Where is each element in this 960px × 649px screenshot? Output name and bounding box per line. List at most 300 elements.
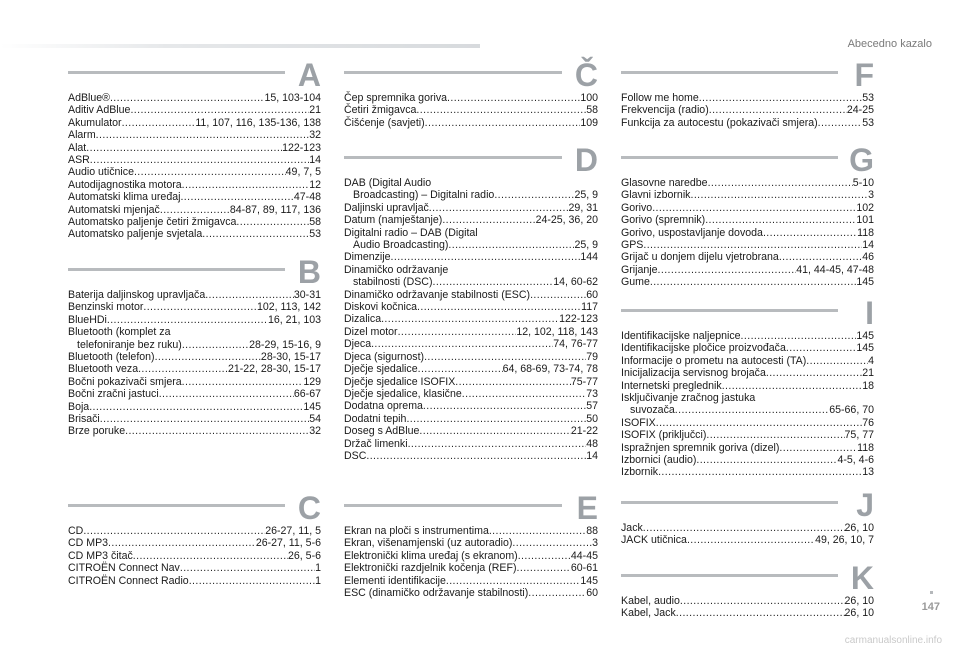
entry-term: Inicijalizacija servisnog brojača — [621, 367, 766, 380]
index-entry[interactable] — [344, 363, 598, 375]
index-entry[interactable] — [621, 202, 874, 214]
entry-pages: 14 — [309, 154, 321, 167]
index-entry[interactable] — [621, 92, 874, 104]
index-section-c — [68, 490, 321, 587]
index-entry[interactable] — [344, 376, 598, 388]
index-entry[interactable] — [68, 575, 321, 587]
section-header — [621, 57, 874, 93]
index-entry[interactable] — [621, 466, 874, 478]
index-entry[interactable] — [344, 388, 598, 400]
index-entry[interactable] — [344, 562, 598, 574]
entry-continuation-line — [344, 276, 598, 288]
index-entry[interactable] — [344, 202, 598, 214]
index-section-d — [344, 142, 598, 462]
index-entry[interactable] — [68, 301, 321, 313]
dot-leader — [675, 404, 829, 416]
index-entry[interactable] — [344, 450, 598, 462]
section-rule — [621, 71, 838, 74]
index-entry[interactable] — [621, 104, 874, 116]
index-entry[interactable] — [68, 179, 321, 191]
index-entry[interactable] — [344, 400, 598, 412]
dot-leader — [423, 400, 586, 412]
entry-pages: 118 — [857, 226, 874, 239]
section-rule — [621, 309, 838, 312]
dot-leader — [806, 355, 868, 367]
index-entry[interactable] — [344, 264, 598, 289]
entry-term: Dizalica — [344, 313, 382, 326]
entry-term-continuation: Audio Broadcasting) — [353, 239, 449, 252]
dot-leader — [643, 522, 845, 534]
section-letter: C — [297, 490, 321, 526]
index-entry[interactable] — [621, 442, 874, 454]
entry-pages: 122-123 — [559, 313, 598, 326]
entry-term: Automatski klima uređaj — [68, 191, 181, 204]
section-letter: G — [849, 142, 874, 178]
index-entry[interactable] — [621, 214, 874, 226]
dot-leader — [419, 425, 571, 437]
dot-leader — [455, 376, 571, 388]
index-entry[interactable] — [68, 525, 321, 537]
entry-pages: 24-25 — [846, 104, 874, 117]
index-entry[interactable] — [68, 216, 321, 228]
entry-pages: 49, 7, 5 — [285, 166, 321, 179]
index-entry[interactable] — [68, 401, 321, 413]
section-header — [68, 57, 321, 93]
entry-pages: 76 — [862, 416, 874, 429]
entry-term: ISOFIX — [621, 416, 656, 429]
dot-leader — [442, 214, 535, 226]
entry-pages: 144 — [580, 251, 598, 264]
entry-pages: 46 — [862, 251, 874, 264]
index-entry[interactable] — [344, 214, 598, 226]
dot-leader — [418, 363, 503, 375]
dot-leader — [818, 117, 863, 129]
entry-term-continuation: stabilnosti (DSC) — [353, 276, 433, 289]
entry-pages: 75-77 — [570, 375, 598, 388]
index-entry[interactable] — [344, 351, 598, 363]
entry-term: Dječje sjedalice ISOFIX — [344, 375, 456, 388]
entry-term: Grijanje — [621, 263, 658, 276]
index-entry[interactable] — [621, 227, 874, 239]
entry-term: Baterija daljinskog upravljača — [68, 289, 206, 301]
index-entry[interactable] — [344, 425, 598, 437]
entry-term: Čišćenje (savjeti) — [344, 116, 425, 129]
entry-pages: 129 — [303, 375, 321, 388]
entry-pages: 16, 21, 103 — [267, 313, 321, 326]
entry-term: Audio utičnice — [68, 166, 134, 179]
entry-term: Ispražnjen spremnik goriva (dizel) — [621, 441, 780, 454]
dot-leader — [381, 313, 559, 325]
index-entry[interactable] — [621, 454, 874, 466]
index-section-i — [621, 295, 874, 479]
index-entry[interactable] — [344, 550, 598, 562]
entry-pages: 49, 26, 10, 7 — [815, 534, 874, 547]
entry-term: Alat — [68, 141, 87, 154]
index-section-k — [621, 560, 874, 620]
entry-pages: 102 — [856, 201, 874, 214]
dot-leader — [687, 534, 815, 546]
entry-pages: 29, 31 — [568, 201, 598, 214]
entry-pages: 41, 44-45, 47-48 — [796, 263, 874, 276]
dot-leader — [779, 442, 857, 454]
entry-pages: 18 — [862, 379, 874, 392]
index-entry[interactable] — [68, 129, 321, 141]
index-entry[interactable] — [344, 92, 598, 104]
dot-leader — [398, 326, 517, 338]
entry-term: Elementi identifikacije — [344, 574, 446, 587]
index-entry[interactable] — [621, 251, 874, 263]
index-entry[interactable] — [621, 117, 874, 129]
dot-leader — [447, 92, 580, 104]
entry-term: Izbornik — [621, 466, 659, 479]
section-rule — [344, 504, 562, 507]
index-entry[interactable] — [68, 104, 321, 116]
section-letter: A — [297, 57, 321, 93]
entry-pages: 12, 102, 118, 143 — [516, 325, 598, 338]
entry-term: Datum (namještanje) — [344, 214, 443, 227]
entry-term: Informacije o prometu na autocesti (TA) — [621, 354, 807, 367]
entry-term: Bluetooth (telefon) — [68, 351, 155, 364]
entry-continuation-line — [344, 239, 598, 251]
entry-pages: 145 — [856, 342, 874, 355]
index-entry[interactable] — [621, 380, 874, 392]
index-section-č — [344, 57, 598, 129]
index-entry[interactable] — [344, 313, 598, 325]
entry-pages: 60-61 — [570, 562, 598, 575]
index-entry[interactable] — [344, 587, 598, 599]
section-header — [344, 142, 598, 178]
chapter-title: Abecedno kazalo — [847, 38, 932, 50]
index-entry[interactable] — [344, 251, 598, 263]
dot-leader — [741, 330, 857, 342]
index-entry[interactable] — [344, 338, 598, 350]
entry-term: Automatsko paljenje svjetala — [68, 228, 203, 241]
entry-pages: 50 — [586, 412, 598, 425]
entry-term: Bočni pokazivači smjera — [68, 375, 182, 388]
entry-pages: 100 — [580, 92, 598, 104]
section-header — [621, 560, 874, 596]
entry-pages: 11, 107, 116, 135-136, 138 — [195, 116, 321, 129]
watermark: carmanualsonline.info — [844, 635, 942, 646]
dot-leader — [90, 154, 309, 166]
entry-pages: 122-123 — [282, 141, 321, 154]
entry-term: Ekran, višenamjenski (uz autoradio) — [344, 537, 513, 550]
index-entry[interactable] — [621, 177, 874, 189]
index-entry[interactable] — [344, 537, 598, 549]
index-entry[interactable] — [344, 227, 598, 252]
dot-leader — [107, 314, 268, 326]
entry-term: Alarm — [68, 129, 96, 142]
dot-leader — [189, 575, 315, 587]
index-entry[interactable] — [344, 525, 598, 537]
entry-pages: 21-22 — [570, 425, 598, 438]
index-entry[interactable] — [68, 228, 321, 240]
index-entry[interactable] — [68, 425, 321, 437]
dot-leader — [160, 204, 230, 216]
entry-term: Dinamičko održavanje — [344, 263, 449, 276]
entry-term: Benzinski motor — [68, 301, 144, 314]
index-entry[interactable] — [68, 326, 321, 351]
index-entry[interactable] — [68, 191, 321, 203]
entry-term: Glavni izbornik — [621, 189, 691, 202]
entry-term: Digitalni radio – DAB (Digital — [344, 226, 478, 239]
index-entry[interactable] — [68, 562, 321, 574]
index-entry[interactable] — [621, 534, 874, 546]
section-letter: I — [865, 295, 874, 331]
entry-pages: 60 — [586, 288, 598, 301]
index-entry[interactable] — [344, 438, 598, 450]
entry-pages: 73 — [586, 387, 598, 400]
index-entry[interactable] — [68, 351, 321, 363]
index-entry[interactable] — [68, 376, 321, 388]
section-header — [344, 490, 598, 526]
index-entry[interactable] — [68, 363, 321, 375]
entry-term: DSC — [344, 449, 367, 462]
index-entry[interactable] — [621, 429, 874, 441]
dot-leader — [130, 104, 309, 116]
entry-term: Dinamičko održavanje stabilnosti (ESC) — [344, 288, 531, 301]
section-rule — [68, 504, 285, 507]
index-entry[interactable] — [621, 595, 874, 607]
dot-leader — [429, 202, 569, 214]
entry-pages: 21 — [862, 367, 874, 380]
dot-leader — [643, 239, 862, 251]
entry-term: Brisači — [68, 413, 100, 426]
entry-term: Bočni zračni jastuci — [68, 388, 159, 401]
section-letter: F — [854, 57, 874, 93]
entry-pages: 57 — [586, 400, 598, 413]
entry-pages: 65-66, 70 — [829, 404, 874, 417]
section-letter: B — [297, 254, 321, 290]
index-entry[interactable] — [621, 417, 874, 429]
entry-term: Glasovne naredbe — [621, 177, 708, 189]
entry-pages: 30-31 — [293, 289, 321, 301]
index-entry[interactable] — [344, 117, 598, 129]
entry-term: ASR — [68, 154, 90, 167]
entry-continuation-line — [344, 189, 598, 201]
entry-pages: 118 — [857, 441, 874, 454]
entry-pages: 4 — [868, 354, 874, 367]
entry-pages: 58 — [309, 216, 321, 229]
index-entry[interactable] — [68, 537, 321, 549]
dot-leader — [494, 189, 574, 201]
entry-term: JACK utičnica — [621, 534, 687, 547]
entry-term: Jack — [621, 522, 643, 534]
entry-pages: 84-87, 89, 117, 136 — [229, 203, 321, 216]
index-section-a — [68, 57, 321, 241]
dot-leader — [134, 166, 286, 178]
index-entry[interactable] — [621, 367, 874, 379]
entry-term: Doseg s AdBlue — [344, 425, 420, 438]
section-header — [621, 295, 874, 331]
entry-term: DAB (Digital Audio — [344, 177, 432, 189]
entry-term: Držač limenki — [344, 437, 408, 450]
entry-term: Aditiv AdBlue — [68, 104, 131, 117]
section-letter: J — [856, 487, 874, 523]
section-rule — [344, 156, 562, 159]
index-entry[interactable] — [68, 413, 321, 425]
entry-term-continuation: telefoniranje bez ruku) — [77, 338, 182, 351]
entry-pages: 75, 77 — [844, 429, 874, 442]
entry-term: Daljinski upravljač — [344, 201, 429, 214]
dot-leader — [763, 227, 857, 239]
index-entry[interactable] — [68, 289, 321, 301]
entry-term: Boja — [68, 400, 90, 413]
dot-leader — [676, 607, 845, 619]
entry-term: Internetski preglednik — [621, 379, 722, 392]
entry-pages: 58 — [586, 104, 598, 117]
index-entry[interactable] — [344, 301, 598, 313]
index-entry[interactable] — [344, 289, 598, 301]
dot-leader — [705, 214, 856, 226]
index-section-e — [344, 490, 598, 600]
entry-pages: 26, 10 — [844, 607, 874, 620]
section-header — [68, 490, 321, 526]
entry-pages: 48 — [586, 437, 598, 450]
entry-term: Djeca — [344, 338, 372, 351]
entry-pages: 26-27, 11, 5 — [265, 525, 321, 537]
page-number: 147 — [921, 601, 940, 613]
entry-pages: 32 — [309, 425, 321, 438]
entry-pages: 14, 60-62 — [553, 276, 598, 289]
dot-leader — [366, 450, 586, 462]
entry-term: Kabel, audio — [621, 595, 680, 607]
dot-leader — [138, 363, 228, 375]
index-entry[interactable] — [344, 104, 598, 116]
index-entry[interactable] — [621, 355, 874, 367]
dot-leader — [86, 142, 282, 154]
dot-leader — [110, 92, 264, 104]
entry-pages: 24-25, 36, 20 — [535, 214, 598, 227]
dot-leader — [408, 438, 587, 450]
index-entry[interactable] — [344, 177, 598, 202]
index-entry[interactable] — [621, 392, 874, 417]
index-entry[interactable] — [621, 607, 874, 619]
section-rule — [344, 71, 562, 74]
dot-leader — [133, 550, 288, 562]
entry-term: Izbornici (audio) — [621, 454, 697, 467]
index-entry[interactable] — [68, 154, 321, 166]
dot-leader — [658, 264, 797, 276]
dot-leader — [155, 351, 261, 363]
dot-leader — [96, 129, 310, 141]
section-rule — [621, 156, 838, 159]
entry-term: Elektronički razdjelnik kočenja (REF) — [344, 562, 517, 575]
page-marker — [930, 591, 933, 594]
header-rule — [0, 44, 480, 48]
index-entry[interactable] — [68, 388, 321, 400]
entry-term: Diskovi kočnica — [344, 301, 418, 314]
dot-leader — [709, 104, 847, 116]
dot-leader — [656, 417, 862, 429]
dot-leader — [100, 413, 309, 425]
entry-pages: 47-48 — [293, 191, 321, 204]
entry-pages: 53 — [862, 92, 874, 104]
dot-leader — [462, 388, 586, 400]
index-entry[interactable] — [621, 189, 874, 201]
index-section-b — [68, 254, 321, 438]
entry-term: Identifikacijske naljepnice — [621, 330, 741, 342]
index-entry[interactable] — [344, 575, 598, 587]
entry-term: Automatsko paljenje četiri žmigavca — [68, 216, 237, 229]
entry-pages: 117 — [581, 301, 598, 314]
entry-term: Funkcija za autocestu (pokazivači smjera) — [621, 116, 818, 129]
entry-pages: 25, 9 — [574, 189, 598, 202]
index-entry[interactable] — [344, 413, 598, 425]
entry-pages: 4-5, 4-6 — [837, 454, 874, 467]
index-entry[interactable] — [68, 204, 321, 216]
entry-pages: 102, 113, 142 — [256, 301, 321, 314]
entry-pages: 53 — [309, 228, 321, 241]
dot-leader — [658, 466, 862, 478]
dot-leader — [417, 301, 581, 313]
entry-term: CD — [68, 525, 84, 537]
index-entry[interactable] — [621, 330, 874, 342]
dot-leader — [448, 239, 574, 251]
index-entry[interactable] — [621, 276, 874, 288]
entry-pages: 53 — [862, 116, 874, 129]
entry-term: Bluetooth (komplet za — [68, 326, 171, 339]
dot-leader — [530, 289, 586, 301]
index-entry[interactable] — [68, 550, 321, 562]
dot-leader — [518, 550, 571, 562]
dot-leader — [180, 562, 315, 574]
dot-leader — [424, 351, 586, 363]
index-entry[interactable] — [68, 314, 321, 326]
index-entry[interactable] — [68, 166, 321, 178]
index-entry[interactable] — [621, 239, 874, 251]
entry-pages: 1 — [315, 562, 321, 575]
entry-pages: 26-27, 11, 5-6 — [255, 537, 321, 550]
entry-term-continuation: Broadcasting) – Digitalni radio — [353, 189, 495, 202]
entry-term: Dječje sjedalice — [344, 363, 418, 376]
index-entry[interactable] — [621, 264, 874, 276]
dot-leader — [182, 376, 304, 388]
entry-term: Četiri žmigavca — [344, 104, 417, 117]
dot-leader — [696, 454, 837, 466]
index-entry[interactable] — [621, 522, 874, 534]
section-header — [68, 254, 321, 290]
index-entry[interactable] — [68, 117, 321, 129]
index-entry[interactable] — [344, 326, 598, 338]
index-entry[interactable] — [68, 92, 321, 104]
index-entry[interactable] — [68, 142, 321, 154]
dot-leader — [517, 562, 571, 574]
entry-pages: 26, 10 — [844, 595, 874, 607]
dot-leader — [180, 191, 293, 203]
entry-term: Ekran na ploči s instrumentima — [344, 525, 489, 537]
entry-pages: 12 — [309, 178, 321, 191]
entry-pages: 145 — [303, 400, 321, 413]
dot-leader — [425, 117, 581, 129]
entry-continuation-line — [621, 404, 874, 416]
section-header — [621, 487, 874, 523]
dot-leader — [182, 339, 249, 351]
section-letter: D — [574, 142, 598, 178]
entry-term: Grijač u donjem dijelu vjetrobrana — [621, 251, 779, 264]
entry-pages: 145 — [856, 330, 874, 342]
index-entry[interactable] — [621, 342, 874, 354]
entry-term: ESC (dinamičko održavanje stabilnosti) — [344, 587, 529, 600]
section-rule — [621, 501, 838, 504]
section-letter: Č — [574, 57, 598, 93]
dot-leader — [779, 251, 862, 263]
entry-pages: 21-22, 28-30, 15-17 — [227, 363, 321, 376]
entry-pages: 54 — [309, 413, 321, 426]
entry-pages: 5-10 — [852, 177, 874, 189]
index-section-f — [621, 57, 874, 129]
dot-leader — [446, 575, 580, 587]
